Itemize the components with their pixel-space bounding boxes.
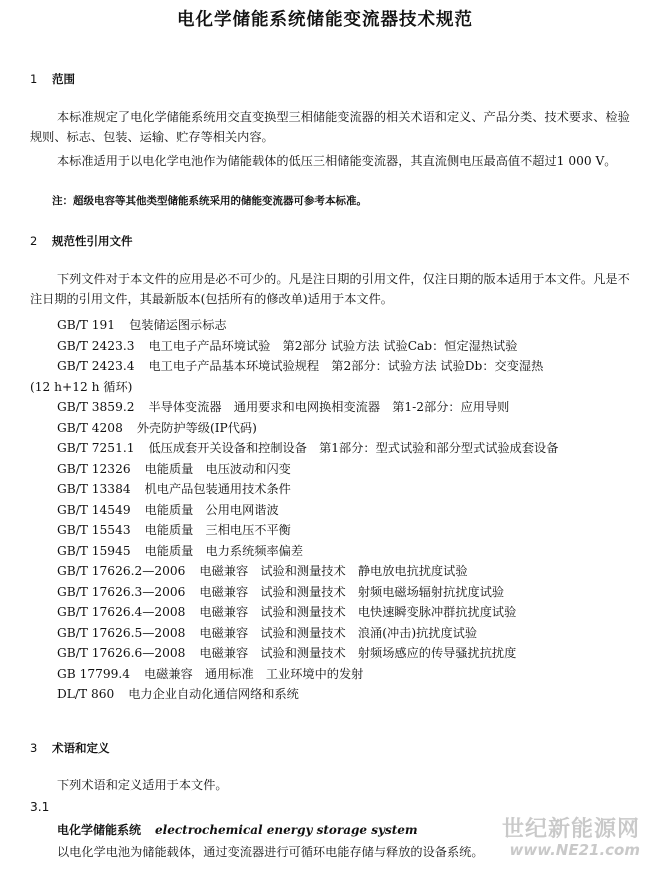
reference-code: GB/T 14549 [57, 502, 131, 517]
watermark-site-name: 世纪新能源网 [501, 817, 640, 842]
reference-item [57, 500, 637, 521]
term-definition: 以电化学电池为储能载体，通过变流器进行可循环电能存储与释放的设备系统。 [57, 845, 484, 859]
reference-title: 机电产品包装通用技术条件 [144, 482, 291, 496]
reference-item [57, 438, 637, 459]
document-title: 电化学储能系统储能变流器技术规范 [177, 10, 473, 30]
normative-reference-list [30, 315, 637, 705]
reference-code: GB/T 17626.5—2008 [57, 625, 186, 640]
reference-title: 电工电子产品基本环境试验规程 第2部分：试验方法 试验Db：交变湿热 [148, 359, 544, 373]
reference-code: GB/T 17626.2—2006 [57, 564, 186, 578]
reference-item [57, 664, 637, 685]
section-2-number: 2 [30, 234, 38, 248]
reference-item [57, 315, 637, 336]
reference-item [57, 336, 637, 357]
reference-title: 半导体变流器 通用要求和电网换相变流器 第1-2部分：应用导则 [148, 400, 510, 414]
reference-title: 外壳防护等级(IP代码) [136, 420, 257, 435]
section-2-heading [30, 233, 133, 249]
reference-title: 电磁兼容 试验和测量技术 电快速瞬变脉冲群抗扰度试验 [199, 605, 517, 619]
reference-title-continuation: (12 h+12 h 循环) [30, 379, 133, 394]
reference-code: GB/T 13384 [57, 482, 131, 496]
reference-item [57, 582, 637, 603]
reference-title: 低压成套开关设备和控制设备 第1部分：型式试验和部分型式试验成套设备 [148, 441, 559, 455]
reference-item [57, 623, 637, 644]
reference-item [57, 561, 637, 582]
section-1-number: 1 [30, 72, 38, 86]
reference-code: GB/T 12326 [57, 461, 131, 476]
reference-item [57, 602, 637, 623]
reference-code: GB/T 2423.4 [57, 359, 135, 373]
section-2-title: 规范性引用文件 [52, 234, 133, 248]
reference-item [57, 479, 637, 500]
reference-item [57, 541, 637, 562]
reference-title: 电能质量 公用电网谐波 [144, 502, 279, 517]
reference-code: GB/T 2423.3 [57, 338, 135, 353]
reference-title: 包装储运图示标志 [129, 318, 227, 332]
reference-title: 电能质量 电力系统频率偏差 [144, 543, 304, 558]
section-1-title: 范围 [52, 72, 75, 86]
reference-title: 电能质量 电压波动和闪变 [144, 461, 291, 476]
reference-item [57, 459, 637, 480]
section-3-paragraph-1: 下列术语和定义适用于本文件。 [57, 778, 228, 792]
reference-title: 电磁兼容 通用标准 工业环境中的发射 [143, 666, 364, 681]
reference-item [57, 520, 637, 541]
section-1-heading [30, 71, 75, 87]
section-2-paragraph-1: 下列文件对于本文件的应用是必不可少的。凡是注日期的引用文件，仅注日期的版本适用于本文件。凡是不注日期的引用文件，其最新版本(包括所有的修改单)适用于本文件。 [30, 272, 630, 306]
reference-item [57, 643, 637, 664]
term-name-chinese: 电化学储能系统 [57, 823, 142, 837]
reference-code: DL/T 860 [57, 687, 115, 701]
site-watermark [502, 812, 640, 859]
section-1-note: 注：超级电容等其他类型储能系统采用的储能变流器可参考本标准。 [52, 195, 367, 207]
term-number: 3.1 [30, 800, 50, 814]
reference-title: 电磁兼容 试验和测量技术 静电放电抗扰度试验 [199, 564, 468, 578]
reference-title: 电磁兼容 试验和测量技术 射频电磁场辐射抗扰度试验 [199, 584, 505, 599]
reference-item [57, 684, 637, 705]
reference-code: GB/T 17626.6—2008 [57, 646, 186, 660]
reference-code: GB 17799.4 [57, 666, 130, 681]
reference-code: GB/T 17626.4—2008 [57, 605, 186, 619]
section-3-title: 术语和定义 [52, 741, 110, 755]
section-1-paragraph-2: 本标准适用于以电化学电池作为储能载体的低压三相储能变流器，其直流侧电压最高值不超过1 000 V。 [57, 154, 617, 168]
reference-code: GB/T 7251.1 [57, 441, 135, 455]
section-1-paragraph-1: 本标准规定了电化学储能系统用交直变换型三相储能变流器的相关术语和定义、产品分类、技术要求、检验规则、标志、包装、运输、贮存等相关内容。 [30, 110, 630, 144]
watermark-url: www.NE21.com [509, 841, 640, 859]
reference-title: 电力企业自动化通信网络和系统 [128, 687, 299, 701]
term-heading [57, 821, 418, 838]
section-3-heading [30, 740, 110, 756]
reference-code: GB/T 3859.2 [57, 400, 135, 414]
reference-code: GB/T 15945 [57, 543, 131, 558]
reference-code: GB/T 15543 [57, 523, 131, 537]
reference-code: GB/T 17626.3—2006 [57, 584, 186, 599]
reference-item [57, 418, 637, 439]
reference-code: GB/T 4208 [57, 420, 123, 435]
reference-item [57, 397, 637, 418]
reference-code: GB/T 191 [57, 318, 116, 332]
section-3-number: 3 [30, 741, 38, 755]
reference-item [30, 356, 637, 397]
reference-title: 电磁兼容 试验和测量技术 浪涌(冲击)抗扰度试验 [199, 625, 478, 640]
term-name-english: electrochemical energy storage system [155, 823, 418, 837]
reference-title: 电能质量 三相电压不平衡 [144, 523, 291, 537]
reference-title: 电工电子产品环境试验 第2部分 试验方法 试验Cab：恒定湿热试验 [148, 338, 518, 353]
reference-title: 电磁兼容 试验和测量技术 射频场感应的传导骚扰抗扰度 [199, 646, 517, 660]
